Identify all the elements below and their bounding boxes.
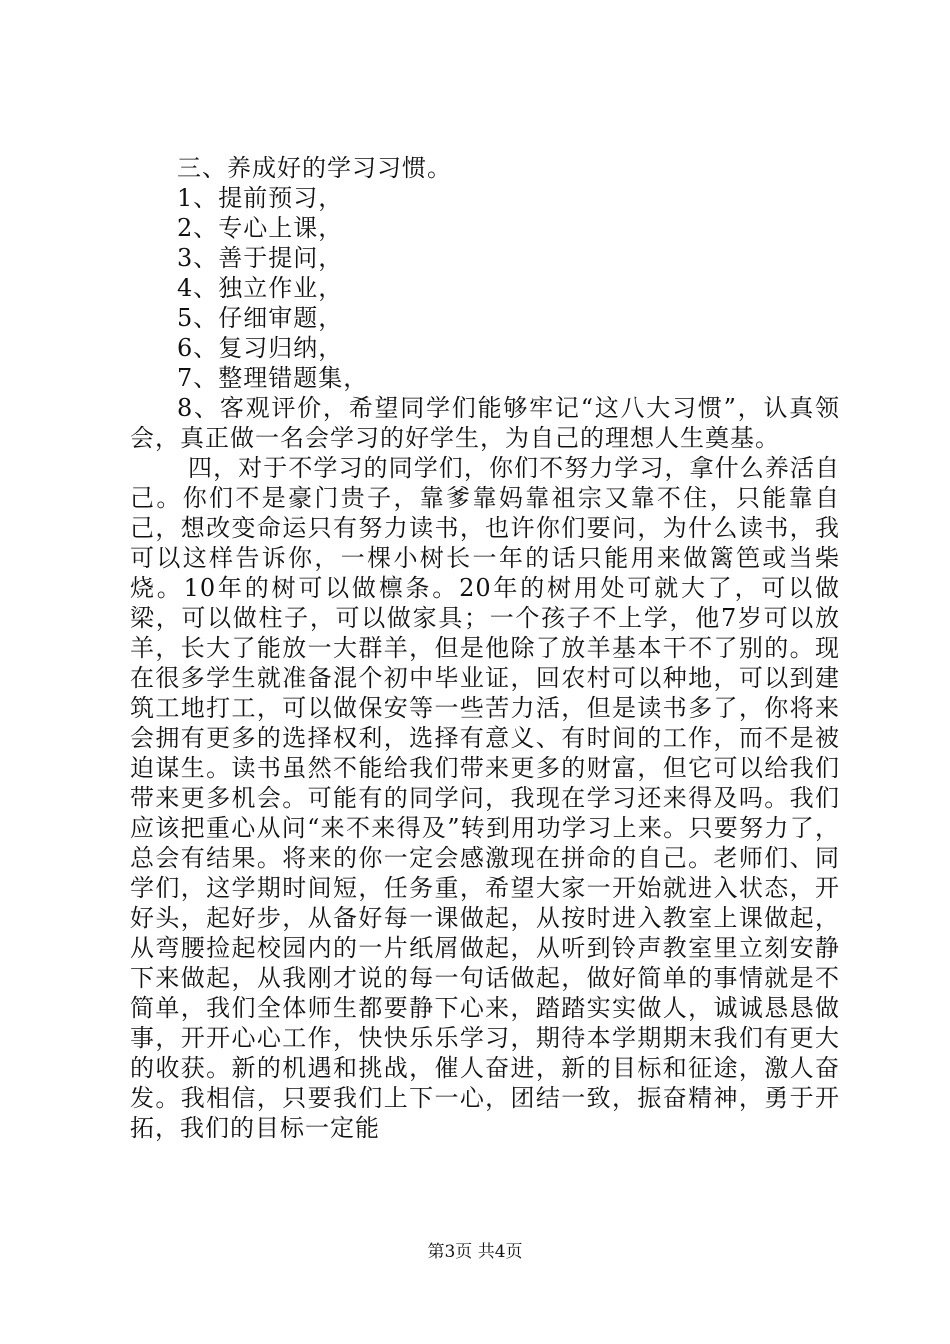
habit-item: 7、整理错题集，: [177, 364, 369, 392]
habit-item: 6、复习归纳，: [177, 334, 344, 362]
habit-item: 4、独立作业，: [177, 274, 344, 302]
habit-item: 5、仔细审题，: [177, 304, 344, 332]
habit-item: 2、专心上课，: [177, 214, 344, 242]
section-heading: 三、养成好的学习习惯。: [177, 154, 452, 182]
section-4-paragraph: 四，对于不学习的同学们，你们不努力学习，拿什么养活自己。你们不是豪门贵子，靠爹靠妈靠祖宗又靠不住，只能靠自己，想改变命运只有努力读书，也许你们要问，为什么读书，我可以这样告诉你，一棵小树长一年的话只能用来做篱笆或当柴烧。10年的树可以做檩条。20年的树用处可就大了，可以做梁，可以做柱子，可以做家具；一个孩子不上学，他7岁可以放羊，长大了能放一大群羊，但是他除了放羊基本干不了别的。现在很多学生就准备混个初中毕业证，回农村可以种地，可以到建筑工地打工，可以做保安等一些苦力活，但是读书多了，你将来会拥有更多的选择权利，选择有意义、有时间的工作，而不是被迫谋生。读书虽然不能给我们带来更多的财富，但它可以给我们带来更多机会。可能有的同学问，我现在学习还来得及吗。我们应该把重心从问“来不来得及”转到用功学习上来。只要努力了，总会有结果。将来的你一定会感激现在拼命的自己。老师们、同学们，这学期时间短，任务重，希望大家一开始就进入状态，开好头，起好步，从备好每一课做起，从按时进入教室上课做起，从弯腰捡起校园内的一片纸屑做起，从听到铃声教室里立刻安静下来做起，从我刚才说的每一句话做起，做好简单的事情就是不简单，我们全体师生都要静下心来，踏踏实实做人，诚诚恳恳做事，开开心心工作，快快乐乐学习，期待本学期期末我们有更大的收获。新的机遇和挑战，催人奋进，新的目标和征途，激人奋发。我相信，只要我们上下一心，团结一致，振奋精神，勇于开拓，我们的目标一定能: [130, 454, 840, 1142]
habit-8-paragraph: 8、客观评价，希望同学们能够牢记“这八大习惯”，认真领会，真正做一名会学习的好学生，为自己的理想人生奠基。: [130, 394, 840, 452]
document-body: [130, 153, 840, 1143]
page-footer: 第3页 共4页: [427, 1242, 523, 1262]
habit-item: 3、善于提问，: [177, 244, 344, 272]
habit-item: 1、提前预习，: [177, 184, 344, 212]
